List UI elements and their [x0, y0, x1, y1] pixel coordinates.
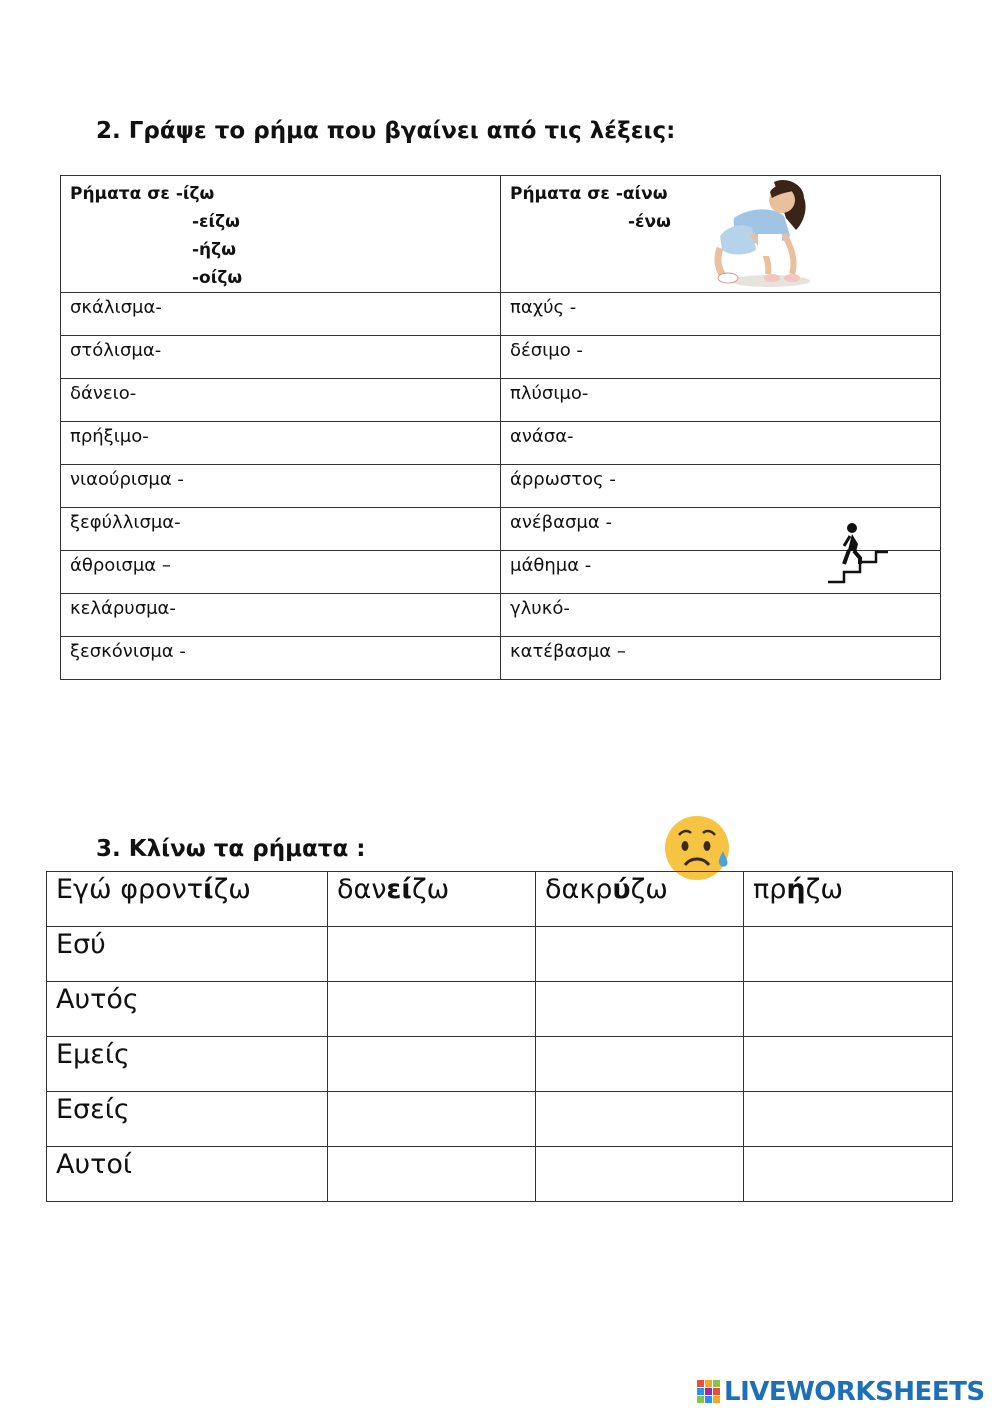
word-cell[interactable]: ξεσκόνισμα -	[61, 637, 501, 680]
exercise-3-title: 3. Κλίνω τα ρήματα :	[96, 836, 366, 862]
pronoun-cell: Εσείς	[47, 1092, 328, 1147]
header-oizo-line: -οίζω	[192, 268, 243, 288]
verb-part: ζω	[630, 874, 668, 905]
table-row	[61, 293, 941, 336]
word-cell[interactable]: μάθημα -	[501, 551, 941, 594]
header-izo2-line: -ήζω	[192, 240, 236, 260]
pronoun-header-text: Εγώ φροντ	[56, 874, 204, 905]
table-row	[47, 1147, 953, 1202]
answer-cell[interactable]	[328, 1147, 536, 1202]
word-cell[interactable]: πλύσιμο-	[501, 379, 941, 422]
table-row	[61, 594, 941, 637]
verb-part: ζω	[411, 874, 450, 905]
verb-part: δαν	[337, 874, 387, 905]
verb-accent: εί	[386, 874, 412, 905]
pronoun-header-cell	[47, 872, 328, 927]
word-cell[interactable]: ξεφύλλισμα-	[61, 508, 501, 551]
verb-header-dakryzo	[536, 872, 744, 927]
table-row	[47, 1037, 953, 1092]
verb-accent: ύ	[612, 874, 631, 905]
word-cell[interactable]: ανάσα-	[501, 422, 941, 465]
exercise-2-title: 2. Γράψε το ρήμα που βγαίνει από τις λέξεις:	[96, 118, 676, 144]
word-cell[interactable]: δέσιμο -	[501, 336, 941, 379]
table-row	[47, 927, 953, 982]
girl-illustration-icon	[712, 178, 818, 290]
answer-cell[interactable]	[536, 927, 744, 982]
answer-cell[interactable]	[328, 1037, 536, 1092]
word-cell[interactable]: νιαούρισμα -	[61, 465, 501, 508]
table-row	[47, 872, 953, 927]
header-eizo-line: -είζω	[192, 212, 240, 232]
table-row	[61, 379, 941, 422]
answer-cell[interactable]	[744, 1037, 953, 1092]
answer-cell[interactable]	[536, 1147, 744, 1202]
verb-accent: ή	[786, 874, 806, 905]
stairs-walker-icon	[826, 522, 890, 586]
pronoun-cell: Αυτοί	[47, 1147, 328, 1202]
word-cell[interactable]: ανέβασμα -	[501, 508, 941, 551]
pronoun-cell: Εσύ	[47, 927, 328, 982]
header-aino-line: Ρήματα σε -αίνω	[510, 184, 668, 204]
table-row	[61, 551, 941, 594]
liveworksheets-logo[interactable]	[697, 1377, 985, 1407]
word-cell[interactable]: πρήξιμο-	[61, 422, 501, 465]
table-row	[47, 1092, 953, 1147]
word-cell[interactable]: άθροισμα –	[61, 551, 501, 594]
answer-cell[interactable]	[536, 1092, 744, 1147]
verb-header-prizo	[744, 872, 953, 927]
verb-header-daneizo	[328, 872, 536, 927]
verb-part: δακρ	[545, 874, 613, 905]
pronoun-cell: Αυτός	[47, 982, 328, 1037]
table-row	[61, 508, 941, 551]
word-cell[interactable]: άρρωστος -	[501, 465, 941, 508]
table-row	[61, 422, 941, 465]
answer-cell[interactable]	[744, 927, 953, 982]
pronoun-header-end: ζω	[213, 874, 251, 905]
table-row	[47, 982, 953, 1037]
answer-cell[interactable]	[328, 1092, 536, 1147]
verb-part: πρ	[753, 874, 787, 905]
verb-part: ζω	[805, 874, 843, 905]
word-cell[interactable]: γλυκό-	[501, 594, 941, 637]
table-row	[61, 637, 941, 680]
word-cell[interactable]: κελάρυσμα-	[61, 594, 501, 637]
answer-cell[interactable]	[328, 927, 536, 982]
word-cell[interactable]: δάνειο-	[61, 379, 501, 422]
word-cell[interactable]: στόλισμα-	[61, 336, 501, 379]
conjugation-table	[46, 871, 953, 1202]
answer-cell[interactable]	[744, 982, 953, 1037]
pronoun-cell: Εμείς	[47, 1037, 328, 1092]
header-izo	[61, 176, 501, 293]
word-cell[interactable]: σκάλισμα-	[61, 293, 501, 336]
answer-cell[interactable]	[536, 982, 744, 1037]
answer-cell[interactable]	[744, 1092, 953, 1147]
answer-cell[interactable]	[744, 1147, 953, 1202]
word-cell[interactable]: κατέβασμα –	[501, 637, 941, 680]
liveworksheets-logo-icon	[697, 1380, 721, 1404]
table-row	[61, 465, 941, 508]
pronoun-header-accent: ί	[203, 874, 214, 905]
word-cell[interactable]: παχύς -	[501, 293, 941, 336]
answer-cell[interactable]	[328, 982, 536, 1037]
header-izo-line: Ρήματα σε -ίζω	[70, 184, 215, 204]
answer-cell[interactable]	[536, 1037, 744, 1092]
header-eno-line: -ένω	[628, 212, 671, 232]
table-row	[61, 336, 941, 379]
brand-name: LIVEWORKSHEETS	[724, 1377, 985, 1407]
